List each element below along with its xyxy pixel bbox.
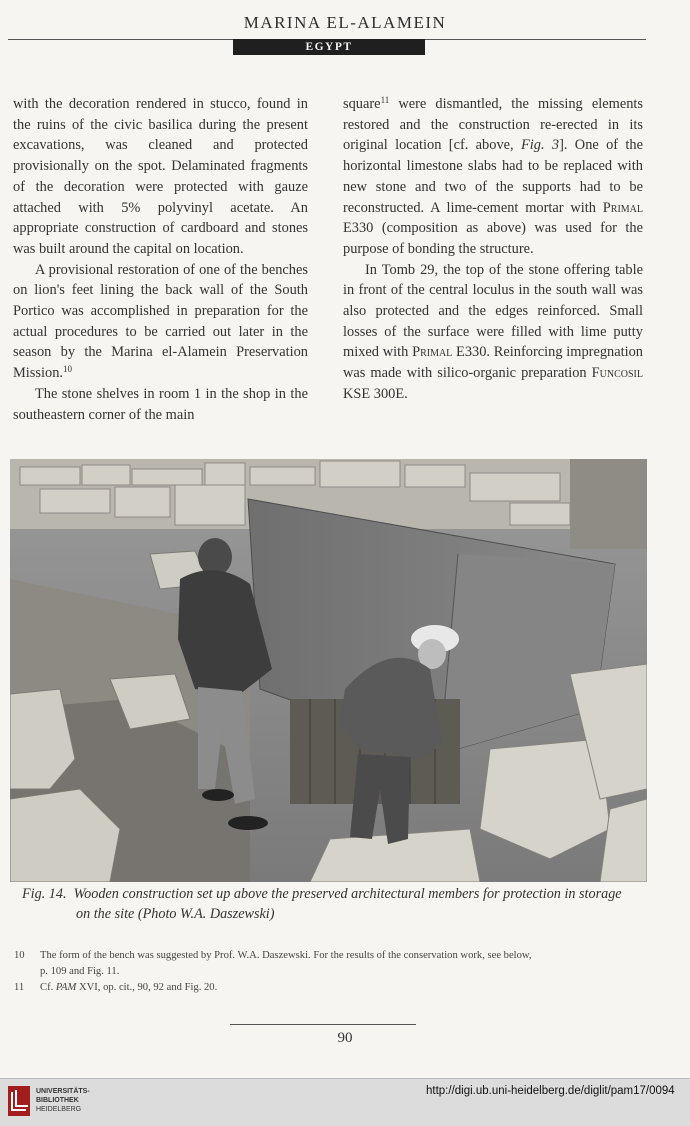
paragraph-text: E330 (composition as above) was used for the purpose of bonding the structure. xyxy=(343,220,643,257)
viewer-footer xyxy=(0,1078,690,1126)
library-name-line: BIBLIOTHEK xyxy=(36,1097,79,1104)
caption-line xyxy=(22,904,652,924)
footnote xyxy=(14,948,654,964)
paragraph xyxy=(13,384,308,425)
product-name: Primal xyxy=(412,344,453,361)
figure-label: Fig. 14. xyxy=(22,886,67,902)
right-column xyxy=(343,94,643,405)
section-label: EGYPT xyxy=(233,39,425,55)
footer-rule xyxy=(230,1024,416,1025)
footnotes xyxy=(14,948,654,996)
paragraph-text: E330. Reinforcing impregnation was made with silico-organic preparation xyxy=(343,344,643,382)
footnote-continuation: p. 109 and Fig. 11. xyxy=(40,966,120,977)
footnote-number: 11 xyxy=(14,982,25,993)
paragraph-text: ]. One of the horizontal limestone slabs had to be replaced with new stone and two of the supports had to be reconstructed. A lime-cement mortar with xyxy=(343,137,643,216)
library-name-line: HEIDELBERG xyxy=(36,1106,82,1113)
caption-text: Wooden construction set up above the preserved architectural members for protection in storage xyxy=(73,886,622,902)
paragraph-text: A provisional restoration of one of the benches on lion's feet lining the back wall of the South Portico was accomplished in preparation for the actual procedures to be carried out later in the season by the Marina el-Alamein Preservation Mission. xyxy=(13,261,308,382)
paragraph xyxy=(13,94,308,260)
product-name: Funcosil xyxy=(591,365,643,382)
photo-illustration xyxy=(10,459,647,882)
paragraph-text: KSE 300E. xyxy=(343,385,408,402)
left-column xyxy=(13,94,308,425)
library-logo-icon[interactable] xyxy=(8,1086,30,1116)
paragraph-text: In Tomb 29, the top of the stone offering table in front of the central loculus in the south wall was also protected and the edges reinforced. Small losses of the surface were filled with lime putty mixed with xyxy=(343,261,643,361)
running-head: MARINA EL-ALAMEIN xyxy=(243,13,447,32)
figure-caption xyxy=(22,884,652,924)
paragraph xyxy=(343,94,643,260)
paragraph-text: square xyxy=(343,96,381,112)
footnote-text: The form of the bench was suggested by Prof. W.A. Daszewski. For the results of the conservation work, see below, xyxy=(40,950,532,961)
footnote-text-part: XVI, op. cit., 90, 92 and Fig. 20. xyxy=(76,982,218,993)
footnote-text-part: Cf. xyxy=(40,982,56,993)
paragraph xyxy=(13,260,308,384)
library-name xyxy=(36,1087,90,1114)
paragraph xyxy=(343,260,643,405)
caption-text: on the site (Photo W.A. Daszewski) xyxy=(76,906,275,922)
footnote xyxy=(14,980,654,996)
paragraph-text: were dismantled, the missing elements restored and the construction re-erected in its original location [cf. above, xyxy=(343,96,643,154)
figure-photo xyxy=(10,459,647,882)
product-name: Primal xyxy=(602,199,643,216)
footnote-ref[interactable]: 10 xyxy=(62,364,72,375)
figure-reference[interactable]: Fig. 3 xyxy=(520,137,560,154)
journal-abbrev: PAM xyxy=(55,982,77,993)
paragraph-text: with the decoration rendered in stucco, found in the ruins of the civic basilica during the present excavations, was cleaned and protected provisionally on the spot. Delaminated fragments of the decoration were protected with gauze attached with 5% polyvinyl acetate. An appropriate construction of cardboard and stones was built around the capital on location. xyxy=(13,96,308,257)
footnote-text xyxy=(40,980,217,996)
footnote-ref[interactable]: 11 xyxy=(380,95,390,105)
source-url-link[interactable]: http://digi.ub.uni-heidelberg.de/diglit/pam17/0094 xyxy=(426,1085,675,1097)
paragraph-text: The stone shelves in room 1 in the shop in the southeastern corner of the main xyxy=(13,385,308,423)
caption-line xyxy=(22,884,652,904)
page-number: 90 xyxy=(337,1030,353,1046)
library-name-line: UNIVERSITÄTS- xyxy=(36,1088,90,1095)
footnote-number: 10 xyxy=(14,950,25,961)
